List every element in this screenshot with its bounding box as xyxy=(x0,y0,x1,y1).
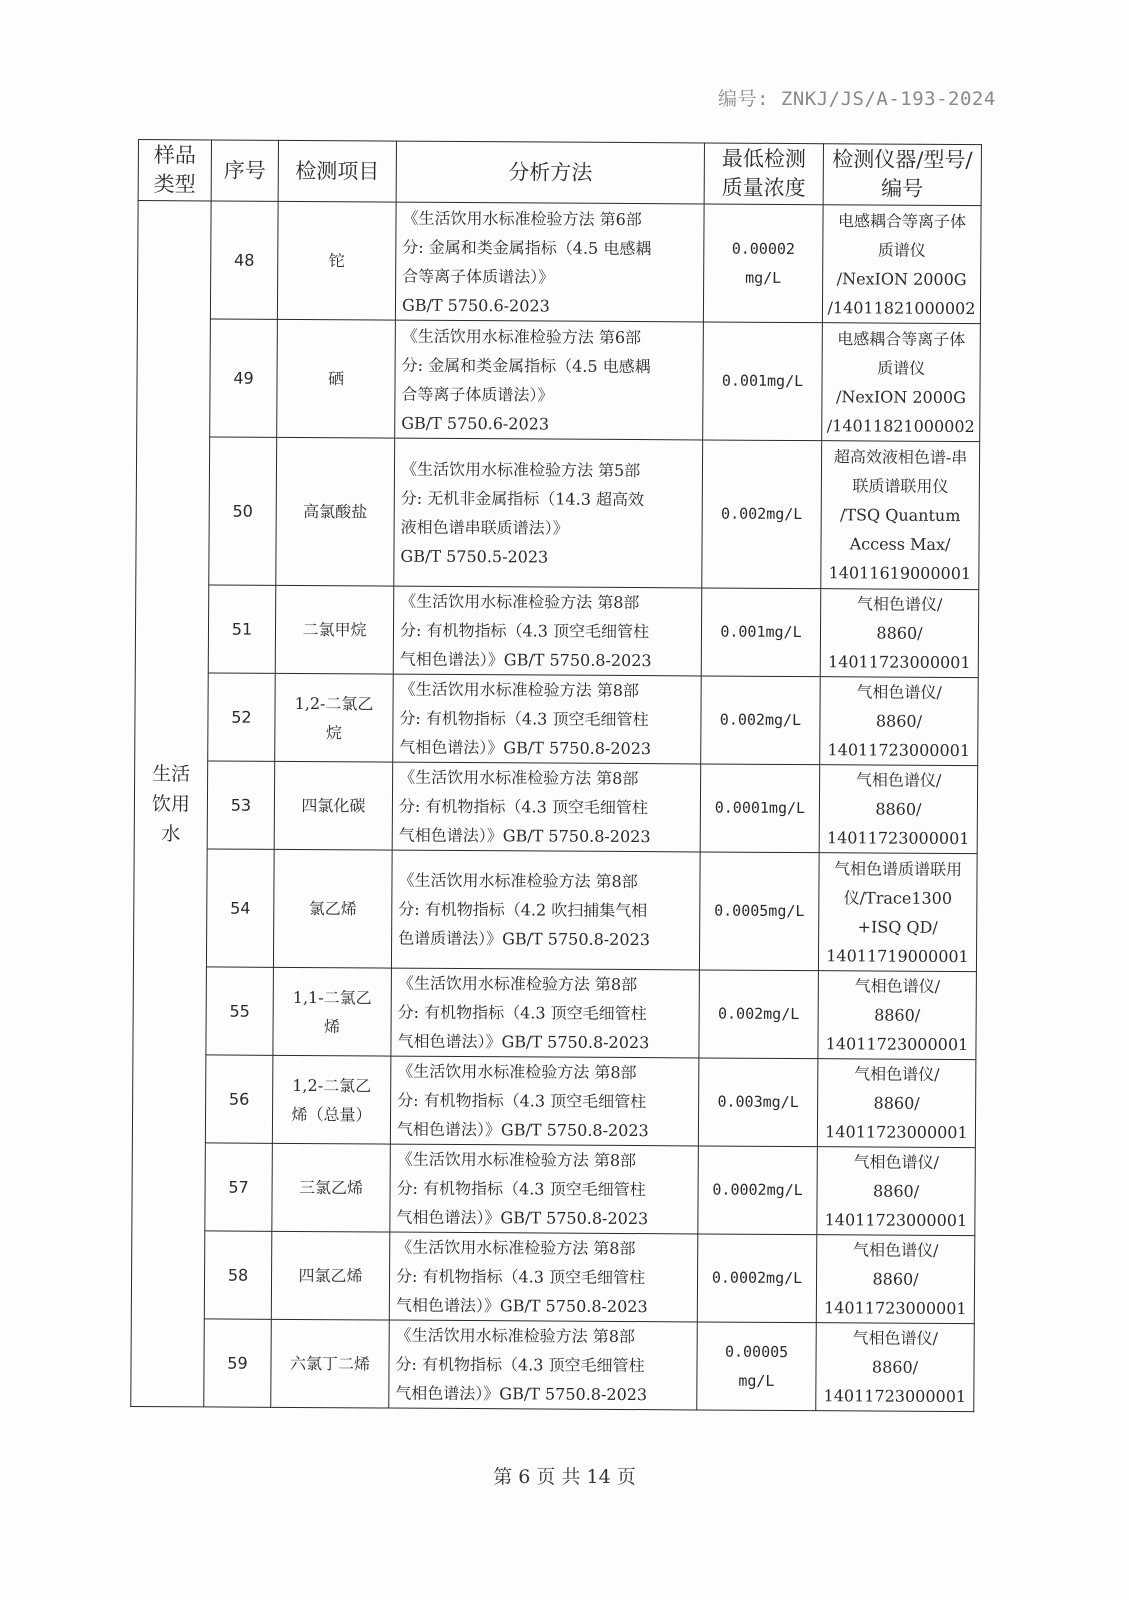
row-item: 硒 xyxy=(277,319,396,438)
row-method: 《生活饮用水标准检验方法 第8部 分: 有机物指标（4.3 顶空毛细管柱 气相色谱法）》GB/T 5750.8-2023 xyxy=(393,674,702,764)
table-row xyxy=(137,318,981,441)
row-instrument: 电感耦合等离子体 质谱仪 /NexION 2000G /14011821000002 xyxy=(822,323,981,442)
row-lod: 0.0002mg/L xyxy=(698,1146,818,1235)
table-row xyxy=(132,1054,976,1147)
row-method: 《生活饮用水标准检验方法 第8部 分: 有机物指标（4.3 顶空毛细管柱 气相色谱法）》GB/T 5750.8-2023 xyxy=(390,1056,699,1146)
sample-type-cell: 生活 饮用 水 xyxy=(131,201,211,1407)
row-instrument: 气相色谱仪/ 8860/ 14011723000001 xyxy=(819,765,978,854)
row-lod: 0.001mg/L xyxy=(703,322,823,441)
table-row xyxy=(135,584,979,677)
row-lod: 0.001mg/L xyxy=(701,588,821,677)
row-instrument: 气相色谱仪/ 8860/ 14011723000001 xyxy=(817,1147,976,1236)
row-item: 六氯丁二烯 xyxy=(271,1319,390,1408)
table-row xyxy=(137,201,981,324)
table-row xyxy=(131,1318,975,1411)
row-item: 1,2-二氯乙 烯（总量） xyxy=(272,1055,391,1144)
row-item: 1,1-二氯乙 烯 xyxy=(273,967,392,1056)
row-lod: 0.0005mg/L xyxy=(699,852,819,971)
row-method: 《生活饮用水标准检验方法 第8部 分: 有机物指标（4.3 顶空毛细管柱 气相色谱法）》GB/T 5750.8-2023 xyxy=(391,968,700,1058)
table-row xyxy=(132,1142,976,1235)
row-item: 铊 xyxy=(277,201,396,320)
row-instrument: 气相色谱仪/ 8860/ 14011723000001 xyxy=(816,1235,975,1324)
table-row xyxy=(135,672,979,765)
row-lod: 0.002mg/L xyxy=(702,440,822,589)
table-row xyxy=(136,436,980,589)
page-footer: 第 6 页 共 14 页 xyxy=(493,1466,636,1488)
row-method: 《生活饮用水标准检验方法 第8部 分: 有机物指标（4.2 吹扫捕集气相 色谱质谱法）》GB/T 5750.8-2023 xyxy=(391,850,700,970)
row-item: 四氯化碳 xyxy=(274,761,393,850)
document-code: 编号: ZNKJ/JS/A-193-2024 xyxy=(718,88,996,110)
row-method: 《生活饮用水标准检验方法 第8部 分: 有机物指标（4.3 顶空毛细管柱 气相色谱法）》GB/T 5750.8-2023 xyxy=(390,1144,699,1234)
row-no: 48 xyxy=(210,201,278,319)
row-method: 《生活饮用水标准检验方法 第5部 分: 无机非金属指标（14.3 超高效 液相色谱串联质谱法）》 GB/T 5750.5-2023 xyxy=(394,438,703,588)
row-no: 56 xyxy=(205,1055,273,1143)
table-row xyxy=(134,760,978,853)
row-instrument: 气相色谱仪/ 8860/ 14011723000001 xyxy=(820,677,979,766)
row-no: 51 xyxy=(208,585,276,673)
row-instrument: 气相色谱仪/ 8860/ 14011723000001 xyxy=(817,1059,976,1148)
header-no: 序号 xyxy=(211,140,278,201)
row-item: 四氯乙烯 xyxy=(271,1231,390,1320)
row-no: 54 xyxy=(206,849,274,967)
row-lod: 0.00002 mg/L xyxy=(703,204,823,323)
row-method: 《生活饮用水标准检验方法 第6部 分: 金属和类金属指标（4.5 电感耦 合等离子体质谱法）》 GB/T 5750.6-2023 xyxy=(395,202,704,322)
row-instrument: 气相色谱仪/ 8860/ 14011723000001 xyxy=(816,1323,975,1412)
row-lod: 0.002mg/L xyxy=(699,970,819,1059)
row-lod: 0.0001mg/L xyxy=(700,764,820,853)
row-item: 二氯甲烷 xyxy=(275,585,394,674)
row-no: 50 xyxy=(209,437,277,585)
header-instrument: 检测仪器/型号/ 编号 xyxy=(823,144,981,206)
table-row xyxy=(133,848,977,971)
row-item: 三氯乙烯 xyxy=(272,1143,391,1232)
row-item: 氯乙烯 xyxy=(273,849,392,968)
row-instrument: 电感耦合等离子体 质谱仪 /NexION 2000G /14011821000002 xyxy=(822,205,981,324)
header-lod: 最低检测 质量浓度 xyxy=(704,143,823,205)
row-no: 55 xyxy=(206,967,274,1055)
row-no: 52 xyxy=(208,673,276,761)
row-method: 《生活饮用水标准检验方法 第8部 分: 有机物指标（4.3 顶空毛细管柱 气相色谱法）》GB/T 5750.8-2023 xyxy=(393,586,702,676)
row-instrument: 气相色谱仪/ 8860/ 14011723000001 xyxy=(818,971,977,1060)
row-instrument: 气相色谱仪/ 8860/ 14011723000001 xyxy=(820,589,979,678)
row-no: 53 xyxy=(207,761,275,849)
row-method: 《生活饮用水标准检验方法 第8部 分: 有机物指标（4.3 顶空毛细管柱 气相色谱法）》GB/T 5750.8-2023 xyxy=(389,1232,698,1322)
row-lod: 0.00005 mg/L xyxy=(697,1322,817,1411)
header-item: 检测项目 xyxy=(278,140,396,202)
row-instrument: 气相色谱质谱联用 仪/Trace1300 +ISQ QD/ 14011719000001 xyxy=(818,853,977,972)
row-method: 《生活饮用水标准检验方法 第8部 分: 有机物指标（4.3 顶空毛细管柱 气相色谱法）》GB/T 5750.8-2023 xyxy=(392,762,701,852)
row-item: 高氯酸盐 xyxy=(276,437,395,586)
row-method: 《生活饮用水标准检验方法 第8部 分: 有机物指标（4.3 顶空毛细管柱 气相色谱法）》GB/T 5750.8-2023 xyxy=(389,1320,698,1410)
row-instrument: 超高效液相色谱-串 联质谱联用仪 /TSQ Quantum Access Max/ 14011619000001 xyxy=(821,441,980,590)
table-row xyxy=(131,1230,975,1323)
test-methods-table xyxy=(130,139,982,1412)
table-row xyxy=(133,966,977,1059)
header-method: 分析方法 xyxy=(396,141,704,204)
row-method: 《生活饮用水标准检验方法 第6部 分: 金属和类金属指标（4.5 电感耦 合等离子体质谱法）》 GB/T 5750.6-2023 xyxy=(395,320,704,440)
row-lod: 0.003mg/L xyxy=(698,1058,818,1147)
table-header-row xyxy=(138,140,981,206)
header-sample-type: 样品 类型 xyxy=(138,140,211,201)
row-lod: 0.002mg/L xyxy=(701,676,821,765)
row-no: 58 xyxy=(204,1231,272,1319)
row-no: 57 xyxy=(205,1143,273,1231)
row-item: 1,2-二氯乙 烷 xyxy=(275,673,394,762)
row-no: 49 xyxy=(210,319,278,437)
row-no: 59 xyxy=(204,1319,272,1407)
row-lod: 0.0002mg/L xyxy=(697,1234,817,1323)
